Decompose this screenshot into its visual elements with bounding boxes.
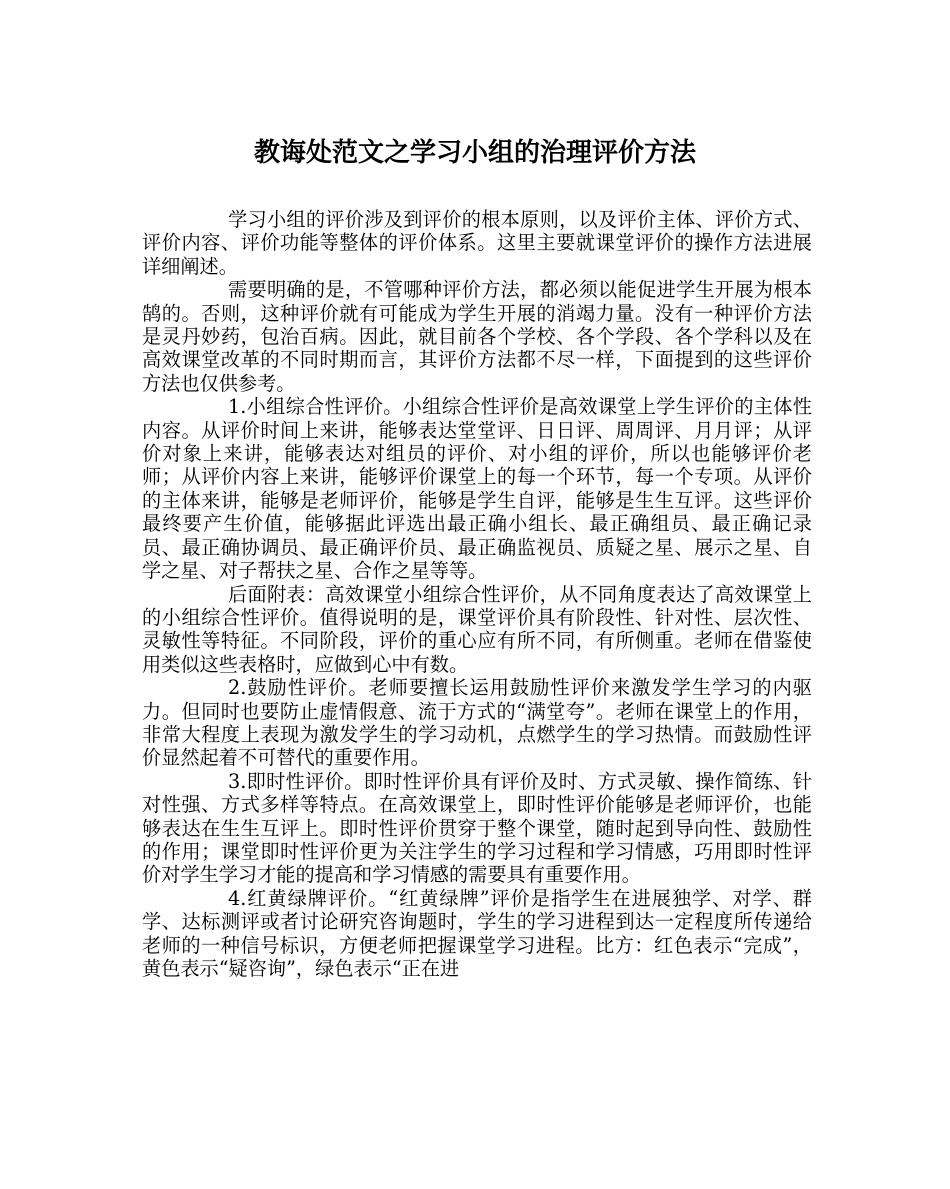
paragraph: 1.小组综合性评价。小组综合性评价是高效课堂上学生评价的主体性内容。从评价时间上来讲，能够表达堂堂评、日日评、周周评、月月评；从评价对象上来讲，能够表达对组员的评价、对小组的评价，所以也能够评价老师；从评价内容上来讲，能够评价课堂上的每一个环节，每一个专项。从评价的主体来讲，能够是老师评价，能够是学生自评，能够是生生互评。这些评价最终要产生价值，能够据此评选出最正确小组长、最正确组员、最正确记录员、最正确协调员、最正确评价员、最正确监视员、质疑之星、展示之星、自学之星、对子帮扶之星、合作之星等等。 [142, 395, 812, 583]
paragraph: 后面附表：高效课堂小组综合性评价，从不同角度表达了高效课堂上的小组综合性评价。值得说明的是，课堂评价具有阶段性、针对性、层次性、灵敏性等特征。不同阶段，评价的重心应有所不同，有所侧重。老师在借鉴使用类似这些表格时，应做到心中有数。 [142, 582, 812, 676]
paragraph: 4.红黄绿牌评价。“红黄绿牌”评价是指学生在进展独学、对学、群学、达标测评或者讨论研究咨询题时，学生的学习进程到达一定程度所传递给老师的一种信号标识，方便老师把握课堂学习进程。比方：红色表示“完成”，黄色表示“疑咨询”，绿色表示“正在进 [142, 886, 812, 980]
paragraph: 学习小组的评价涉及到评价的根本原则，以及评价主体、评价方式、评价内容、评价功能等整体的评价体系。这里主要就课堂评价的操作方法进展详细阐述。 [142, 208, 812, 278]
paragraph: 3.即时性评价。即时性评价具有评价及时、方式灵敏、操作简练、针对性强、方式多样等特点。在高效课堂上，即时性评价能够是老师评价，也能够表达在生生互评上。即时性评价贯穿于整个课堂，随时起到导向性、鼓励性的作用；课堂即时性评价更为关注学生的学习过程和学习情感，巧用即时性评价对学生学习才能的提高和学习情感的需要具有重要作用。 [142, 769, 812, 887]
document-title: 教诲处范文之学习小组的治理评价方法 [253, 138, 696, 168]
paragraph: 2.鼓励性评价。老师要擅长运用鼓励性评价来激发学生学习的内驱力。但同时也要防止虚情假意、流于方式的“满堂夸”。老师在课堂上的作用，非常大程度上表现为激发学生的学习动机，点燃学生的学习热情。而鼓励性评价显然起着不可替代的重要作用。 [142, 676, 812, 770]
document-body [142, 208, 812, 980]
paragraph: 需要明确的是，不管哪种评价方法，都必须以能促进学生开展为根本鹄的。否则，这种评价就有可能成为学生开展的消竭力量。没有一种评价方法是灵丹妙药，包治百病。因此，就目前各个学校、各个学段、各个学科以及在高效课堂改革的不同时期而言，其评价方法都不尽一样，下面提到的这些评价方法也仅供参考。 [142, 278, 812, 395]
